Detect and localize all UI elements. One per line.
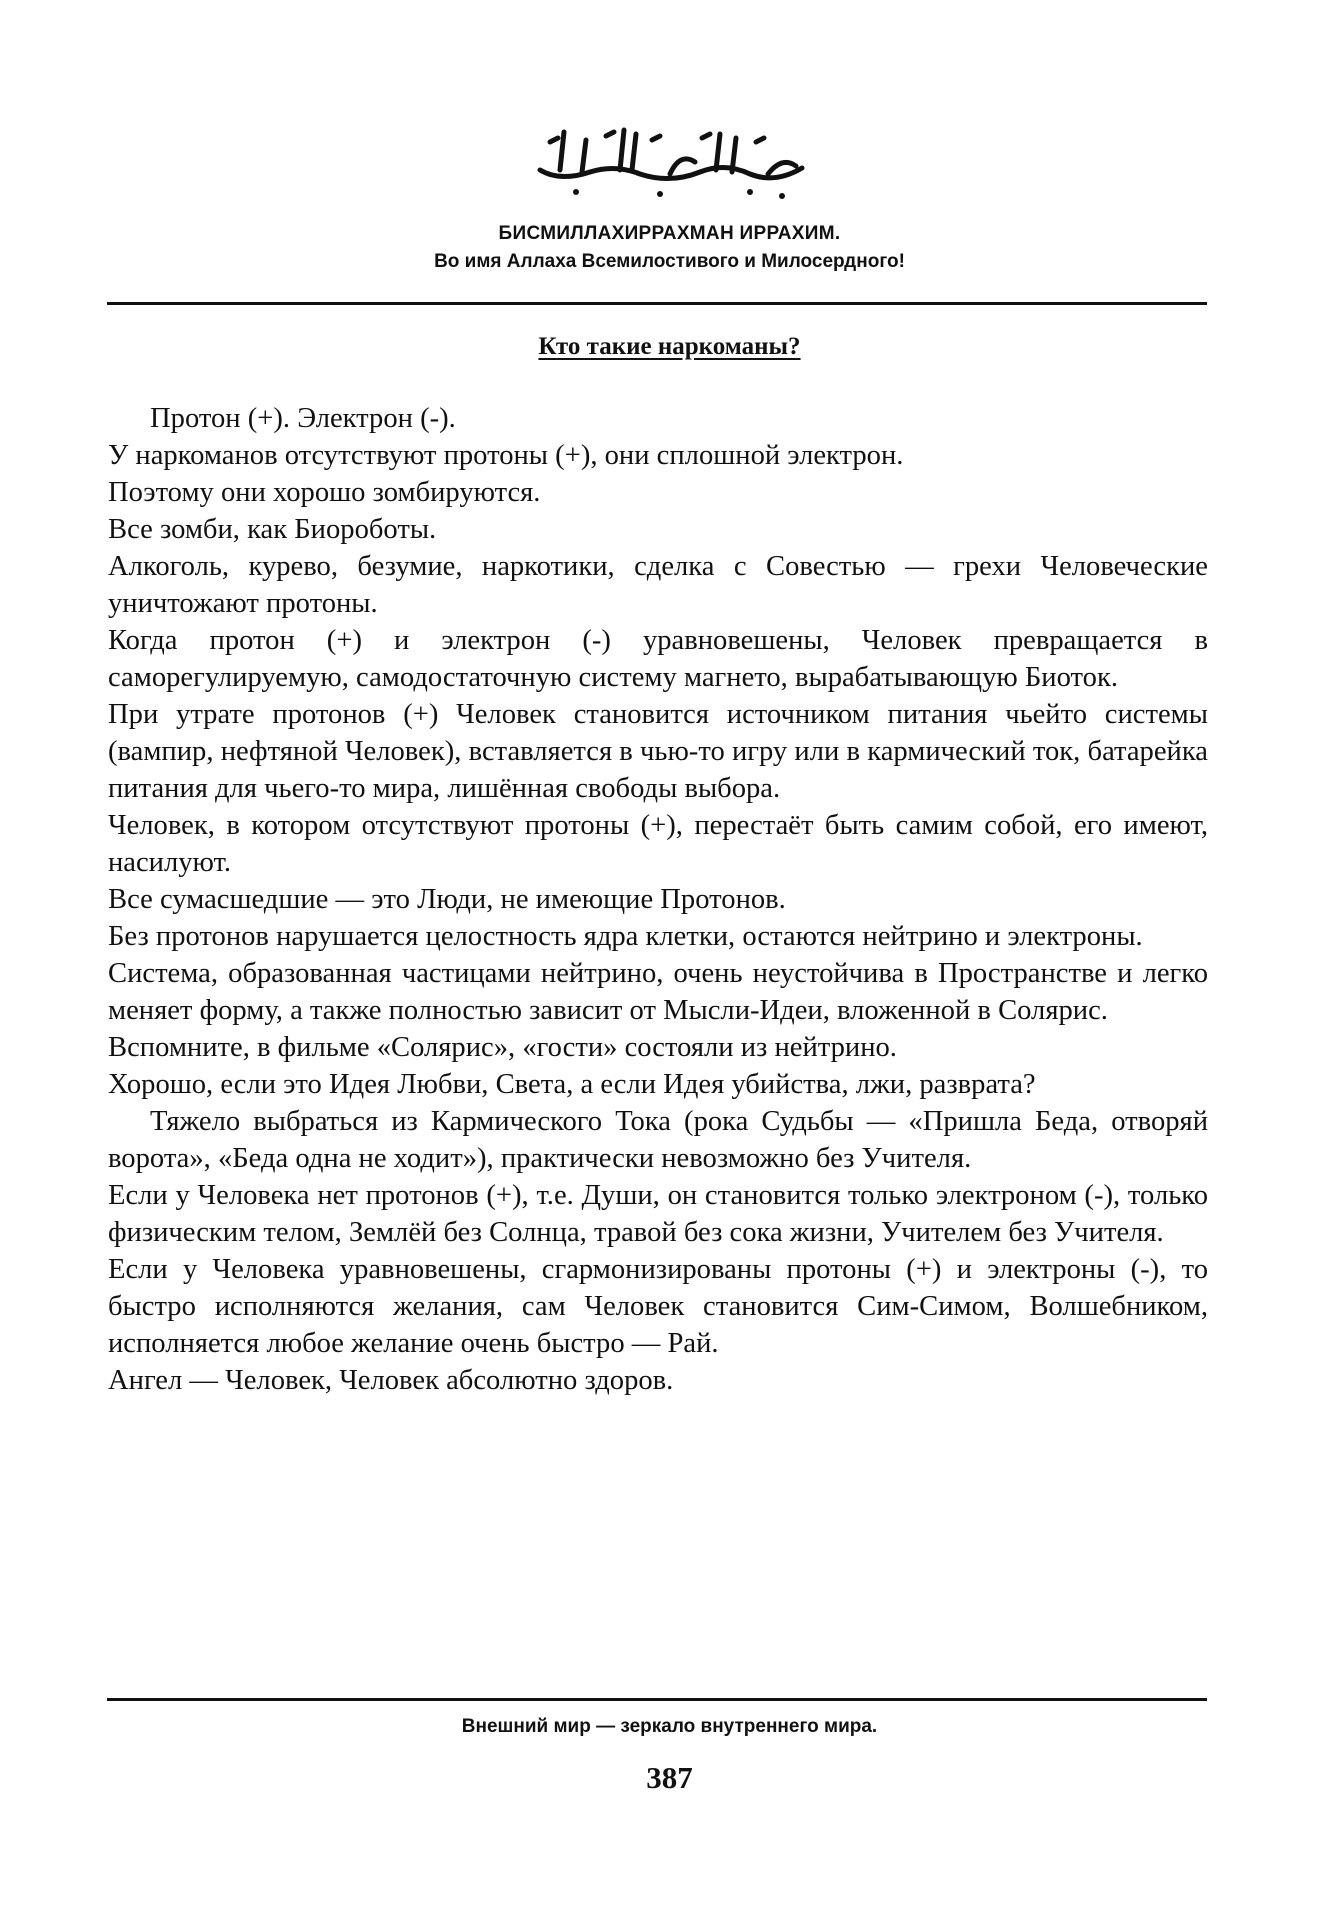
paragraph: У наркоманов отсутствуют протоны (+), они сплошной электрон. [108, 440, 904, 471]
basmala-calligraphy-image [520, 112, 820, 202]
bottom-divider [107, 1698, 1207, 1701]
paragraph: Вспомните, в фильме «Солярис», «гости» состояли из нейтрино. [108, 1032, 897, 1063]
paragraph: Если у Человека уравновешены, сгармонизированы протоны (+) и электроны (-), то быстро исполняются желания, сам Человек становится Сим-Симом, Волшебником, исполняется любое желание очень быстро — Рай. [108, 1254, 1208, 1359]
paragraph: Поэтому они хорошо зомбируются. [108, 477, 541, 508]
paragraph: Алкоголь, курево, безумие, наркотики, сделка с Совестью — грехи Человеческие уничтожают протоны. [108, 551, 1208, 619]
paragraph: При утрате протонов (+) Человек становится источником питания чьейто системы (вампир, нефтяной Человек), вставляется в чью-то игру или в кармический ток, батарейка питания для чьего-то мира, лишённая свободы выбора. [108, 699, 1208, 804]
footer-motto: Внешний мир — зеркало внутреннего мира. [461, 1716, 878, 1737]
paragraph: Тяжело выбраться из Кармического Тока (рока Судьбы — «Пришла Беда, отворяй ворота», «Беда одна не ходит»), практически невозможно без Учителя. [108, 1106, 1208, 1174]
paragraph: Все сумасшедшие — это Люди, не имеющие Протонов. [108, 884, 786, 915]
article-body [108, 400, 1208, 1399]
paragraph: Система, образованная частицами нейтрино, очень неустойчива в Пространстве и легко меняет форму, а также полностью зависит от Мысли-Идеи, вложенной в Солярис. [108, 958, 1208, 1026]
header-subtitle: Во имя Аллаха Всемилостивого и Милосердного! [434, 251, 905, 272]
paragraph: Если у Человека нет протонов (+), т.е. Души, он становится только электроном (-), только физическим телом, Землёй без Солнца, травой без сока жизни, Учителем без Учителя. [108, 1180, 1208, 1248]
paragraph: Человек, в котором отсутствуют протоны (+), перестаёт быть самим собой, его имеют, насилуют. [108, 810, 1208, 878]
article-title: Кто такие наркоманы? [538, 333, 801, 360]
paragraph: Протон (+). Электрон (-). [150, 403, 456, 434]
page-number: 387 [646, 1760, 693, 1795]
header-title: БИСМИЛЛАХИРРАХМАН ИРРАХИМ. [498, 223, 841, 244]
paragraph: Когда протон (+) и электрон (-) уравновешены, Человек превращается в саморегулируемую, самодостаточную систему магнето, вырабатывающую Биоток. [108, 625, 1208, 693]
paragraph: Все зомби, как Биороботы. [108, 514, 437, 545]
basmala-calligraphy [0, 112, 1339, 207]
paragraph: Без протонов нарушается целостность ядра клетки, остаются нейтрино и электроны. [108, 921, 1143, 952]
top-divider [107, 302, 1207, 305]
paragraph: Хорошо, если это Идея Любви, Света, а если Идея убийства, лжи, разврата? [108, 1069, 1036, 1100]
paragraph: Ангел — Человек, Человек абсолютно здоров. [108, 1365, 674, 1396]
